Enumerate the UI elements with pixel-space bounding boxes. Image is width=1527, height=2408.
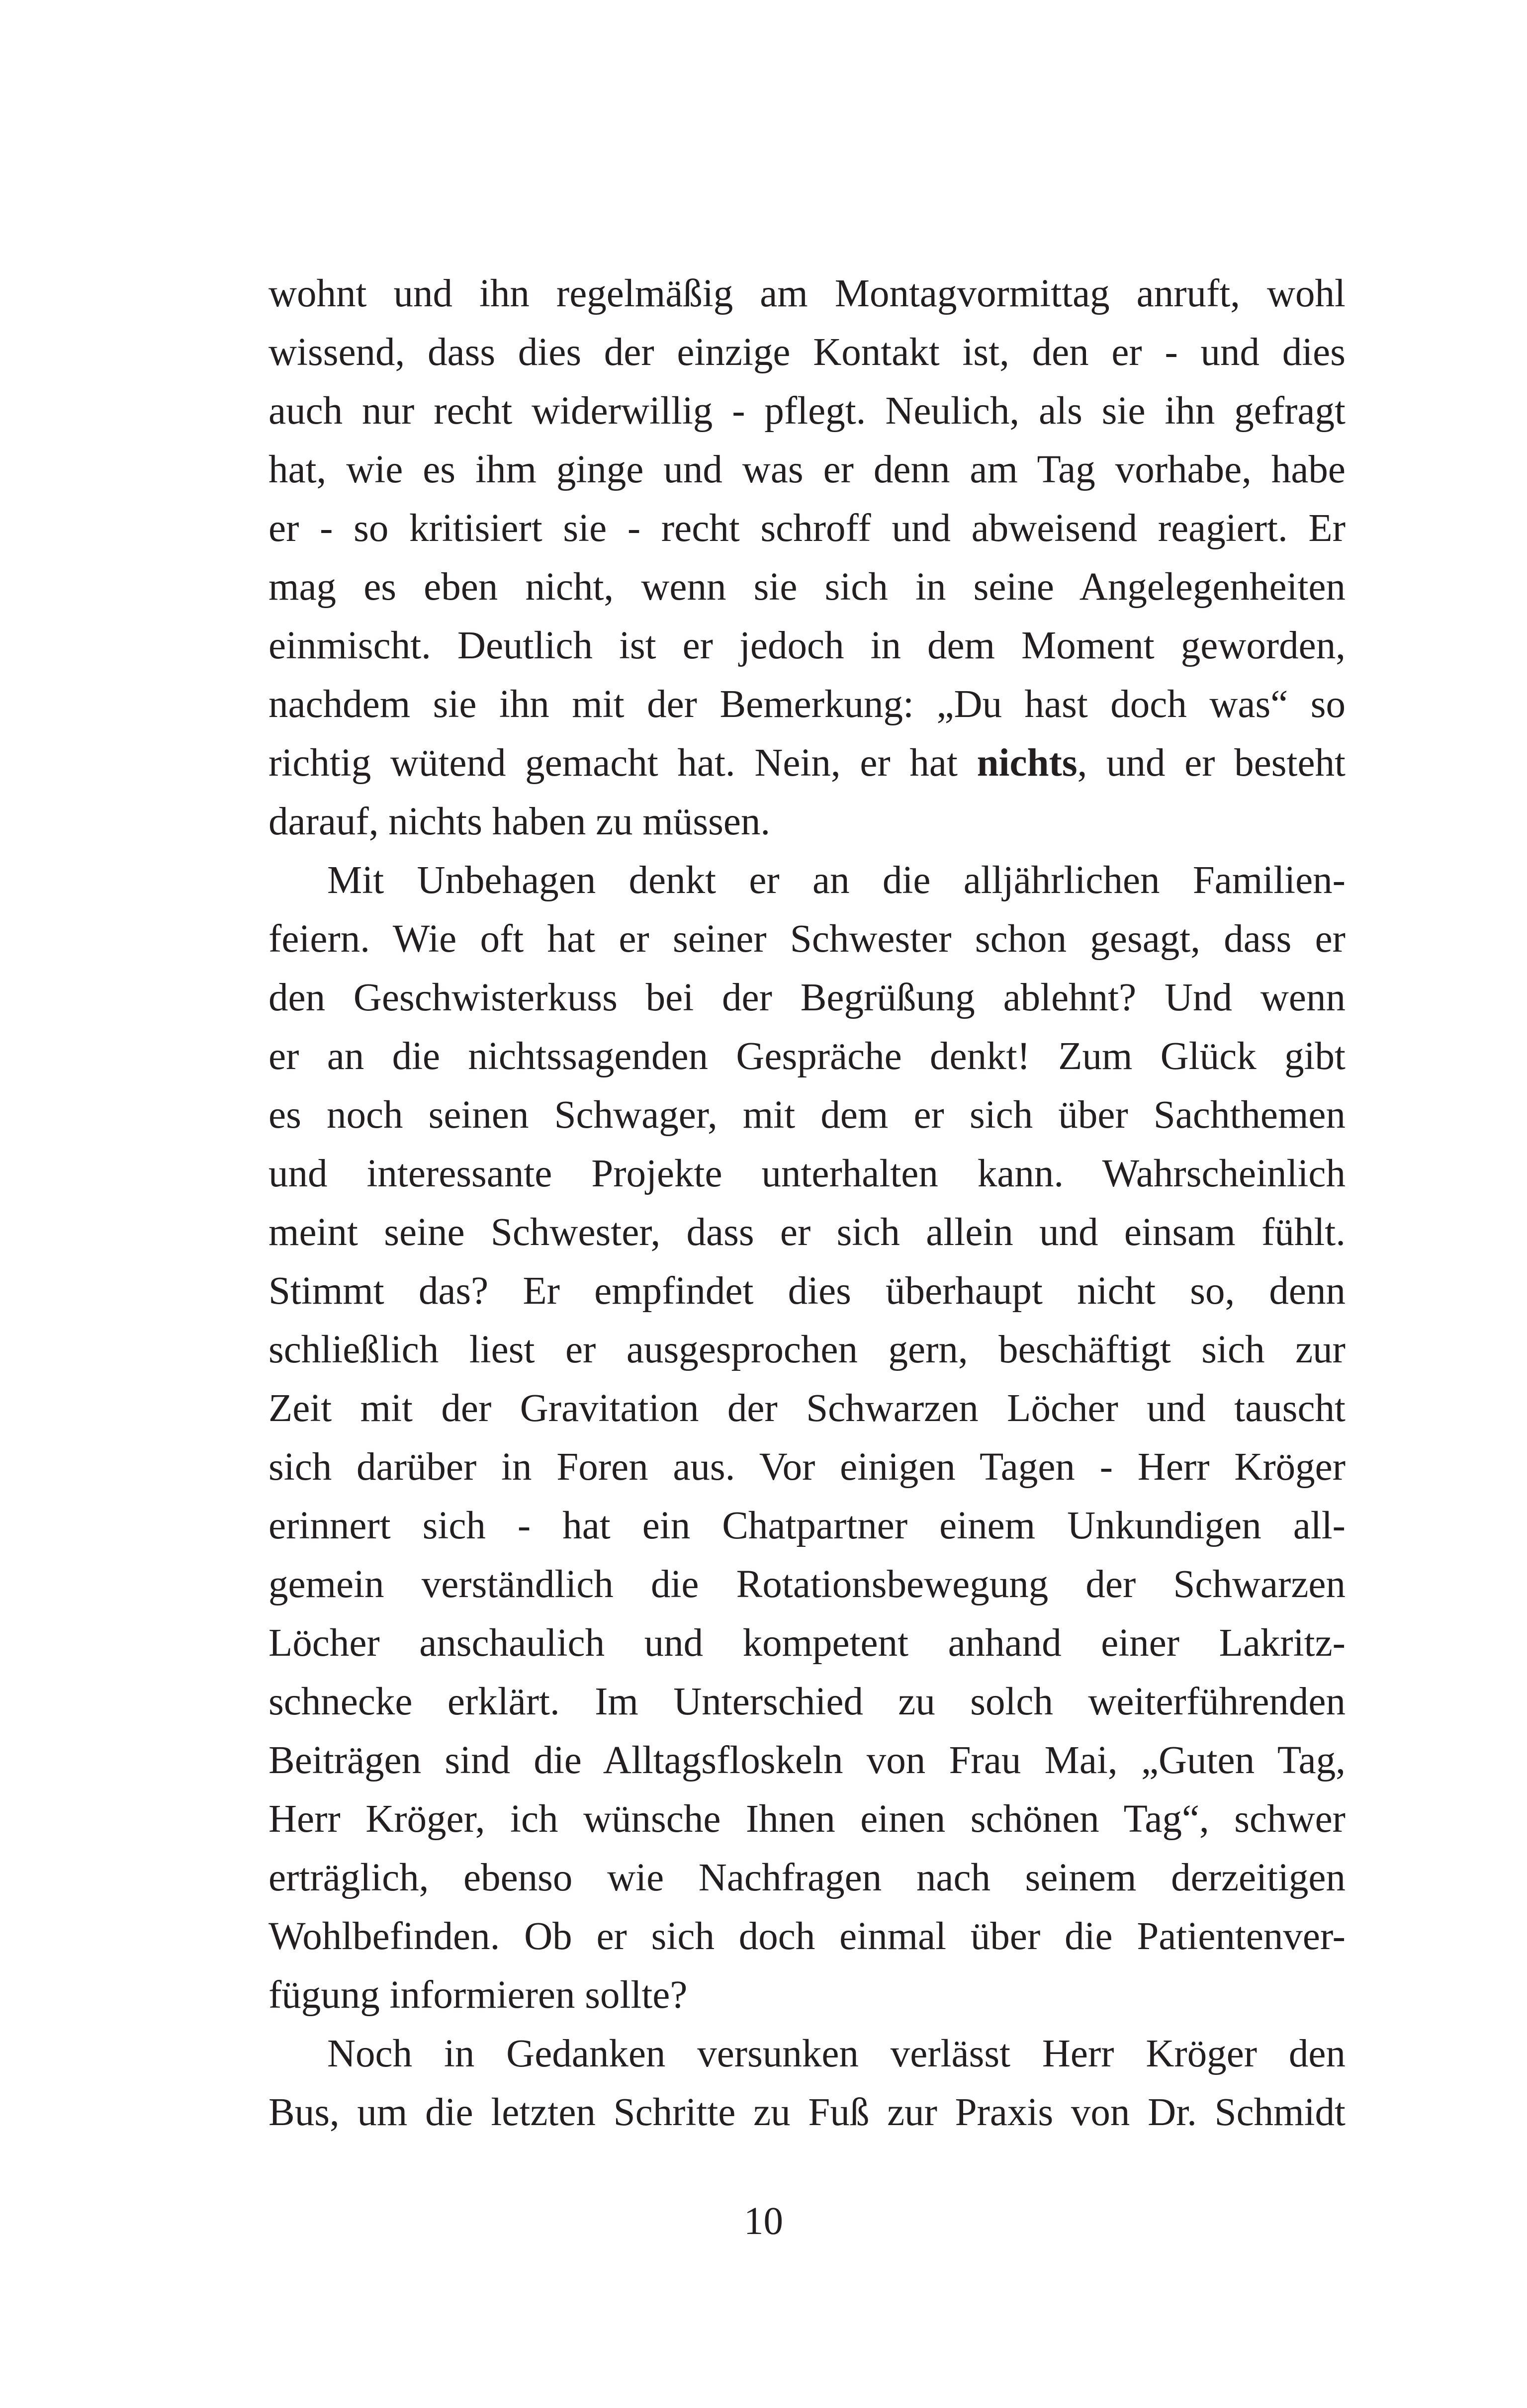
text-line: Stimmt das? Er empfindet dies überhaupt nicht so, denn [269,1269,1346,1313]
text-line: wissend, dass dies der einzige Kontakt ist, den er - und dies [269,331,1346,374]
paragraph-1 [269,265,1346,851]
text-line: meint seine Schwester, dass er sich allein und einsam fühlt. [269,1211,1346,1254]
text-line: Mit Unbehagen denkt er an die alljährlichen Familien- [327,859,1346,902]
text-line: er - so kritisiert sie - recht schroff und abweisend reagiert. Er [269,507,1346,550]
text-line: feiern. Wie oft hat er seiner Schwester schon gesagt, dass er [269,917,1346,961]
text-line: wohnt und ihn regelmäßig am Montagvormittag anruft, wohl [269,272,1346,315]
text-line: Bus, um die letzten Schritte zu Fuß zur Praxis von Dr. Schmidt [269,2091,1346,2134]
text-line: sich darüber in Foren aus. Vor einigen Tagen - Herr Kröger [269,1445,1346,1489]
paragraph-2 [269,851,1346,2025]
text-line: es noch seinen Schwager, mit dem er sich über Sachthemen [269,1093,1346,1137]
text-line: schnecke erklärt. Im Unterschied zu solch weiterführenden [269,1680,1346,1723]
text-line: und interessante Projekte unterhalten kann. Wahrscheinlich [269,1152,1346,1195]
text-line: Herr Kröger, ich wünsche Ihnen einen schönen Tag“, schwer [269,1797,1346,1841]
text-line: nachdem sie ihn mit der Bemerkung: „Du hast doch was“ so [269,683,1346,726]
text-line: Noch in Gedanken versunken verlässt Herr Kröger den [327,2032,1346,2075]
text-line: Wohlbefinden. Ob er sich doch einmal über die Patientenver- [269,1915,1346,1958]
text-line: fügung informieren sollte? [269,1973,688,2017]
text-line-with-emphasis [269,734,1346,793]
text-line: Löcher anschaulich und kompetent anhand einer Lakritz- [269,1621,1346,1665]
page-number: 10 [744,2200,783,2243]
text-line: er an die nichtssagenden Gespräche denkt! Zum Glück gibt [269,1035,1346,1078]
text-line: hat, wie es ihm ginge und was er denn am Tag vorhabe, habe [269,448,1346,491]
text-segment: , und er besteht [1077,741,1346,785]
text-line: einmischt. Deutlich ist er jedoch in dem Moment geworden, [269,624,1346,667]
text-line: erinnert sich - hat ein Chatpartner einem Unkundigen all- [269,1504,1346,1547]
text-line: schließlich liest er ausgesprochen gern, beschäftigt sich zur [269,1328,1346,1371]
text-line: gemein verständlich die Rotationsbewegung der Schwarzen [269,1563,1346,1606]
text-line: den Geschwisterkuss bei der Begrüßung ablehnt? Und wenn [269,976,1346,1019]
text-line: erträglich, ebenso wie Nachfragen nach seinem derzeitigen [269,1856,1346,1899]
text-segment: richtig wütend gemacht hat. Nein, er hat [269,741,977,785]
emphasized-word: nichts [977,741,1078,785]
text-line: auch nur recht widerwillig - pflegt. Neulich, als sie ihn gefragt [269,389,1346,433]
text-line: mag es eben nicht, wenn sie sich in seine Angelegenheiten [269,565,1346,609]
paragraph-3 [269,2025,1346,2142]
text-line: Zeit mit der Gravitation der Schwarzen Löcher und tauscht [269,1387,1346,1430]
body-text [269,265,1346,2142]
text-line: Beiträgen sind die Alltagsfloskeln von Frau Mai, „Guten Tag, [269,1739,1346,1782]
text-line: darauf, nichts haben zu müssen. [269,800,771,843]
